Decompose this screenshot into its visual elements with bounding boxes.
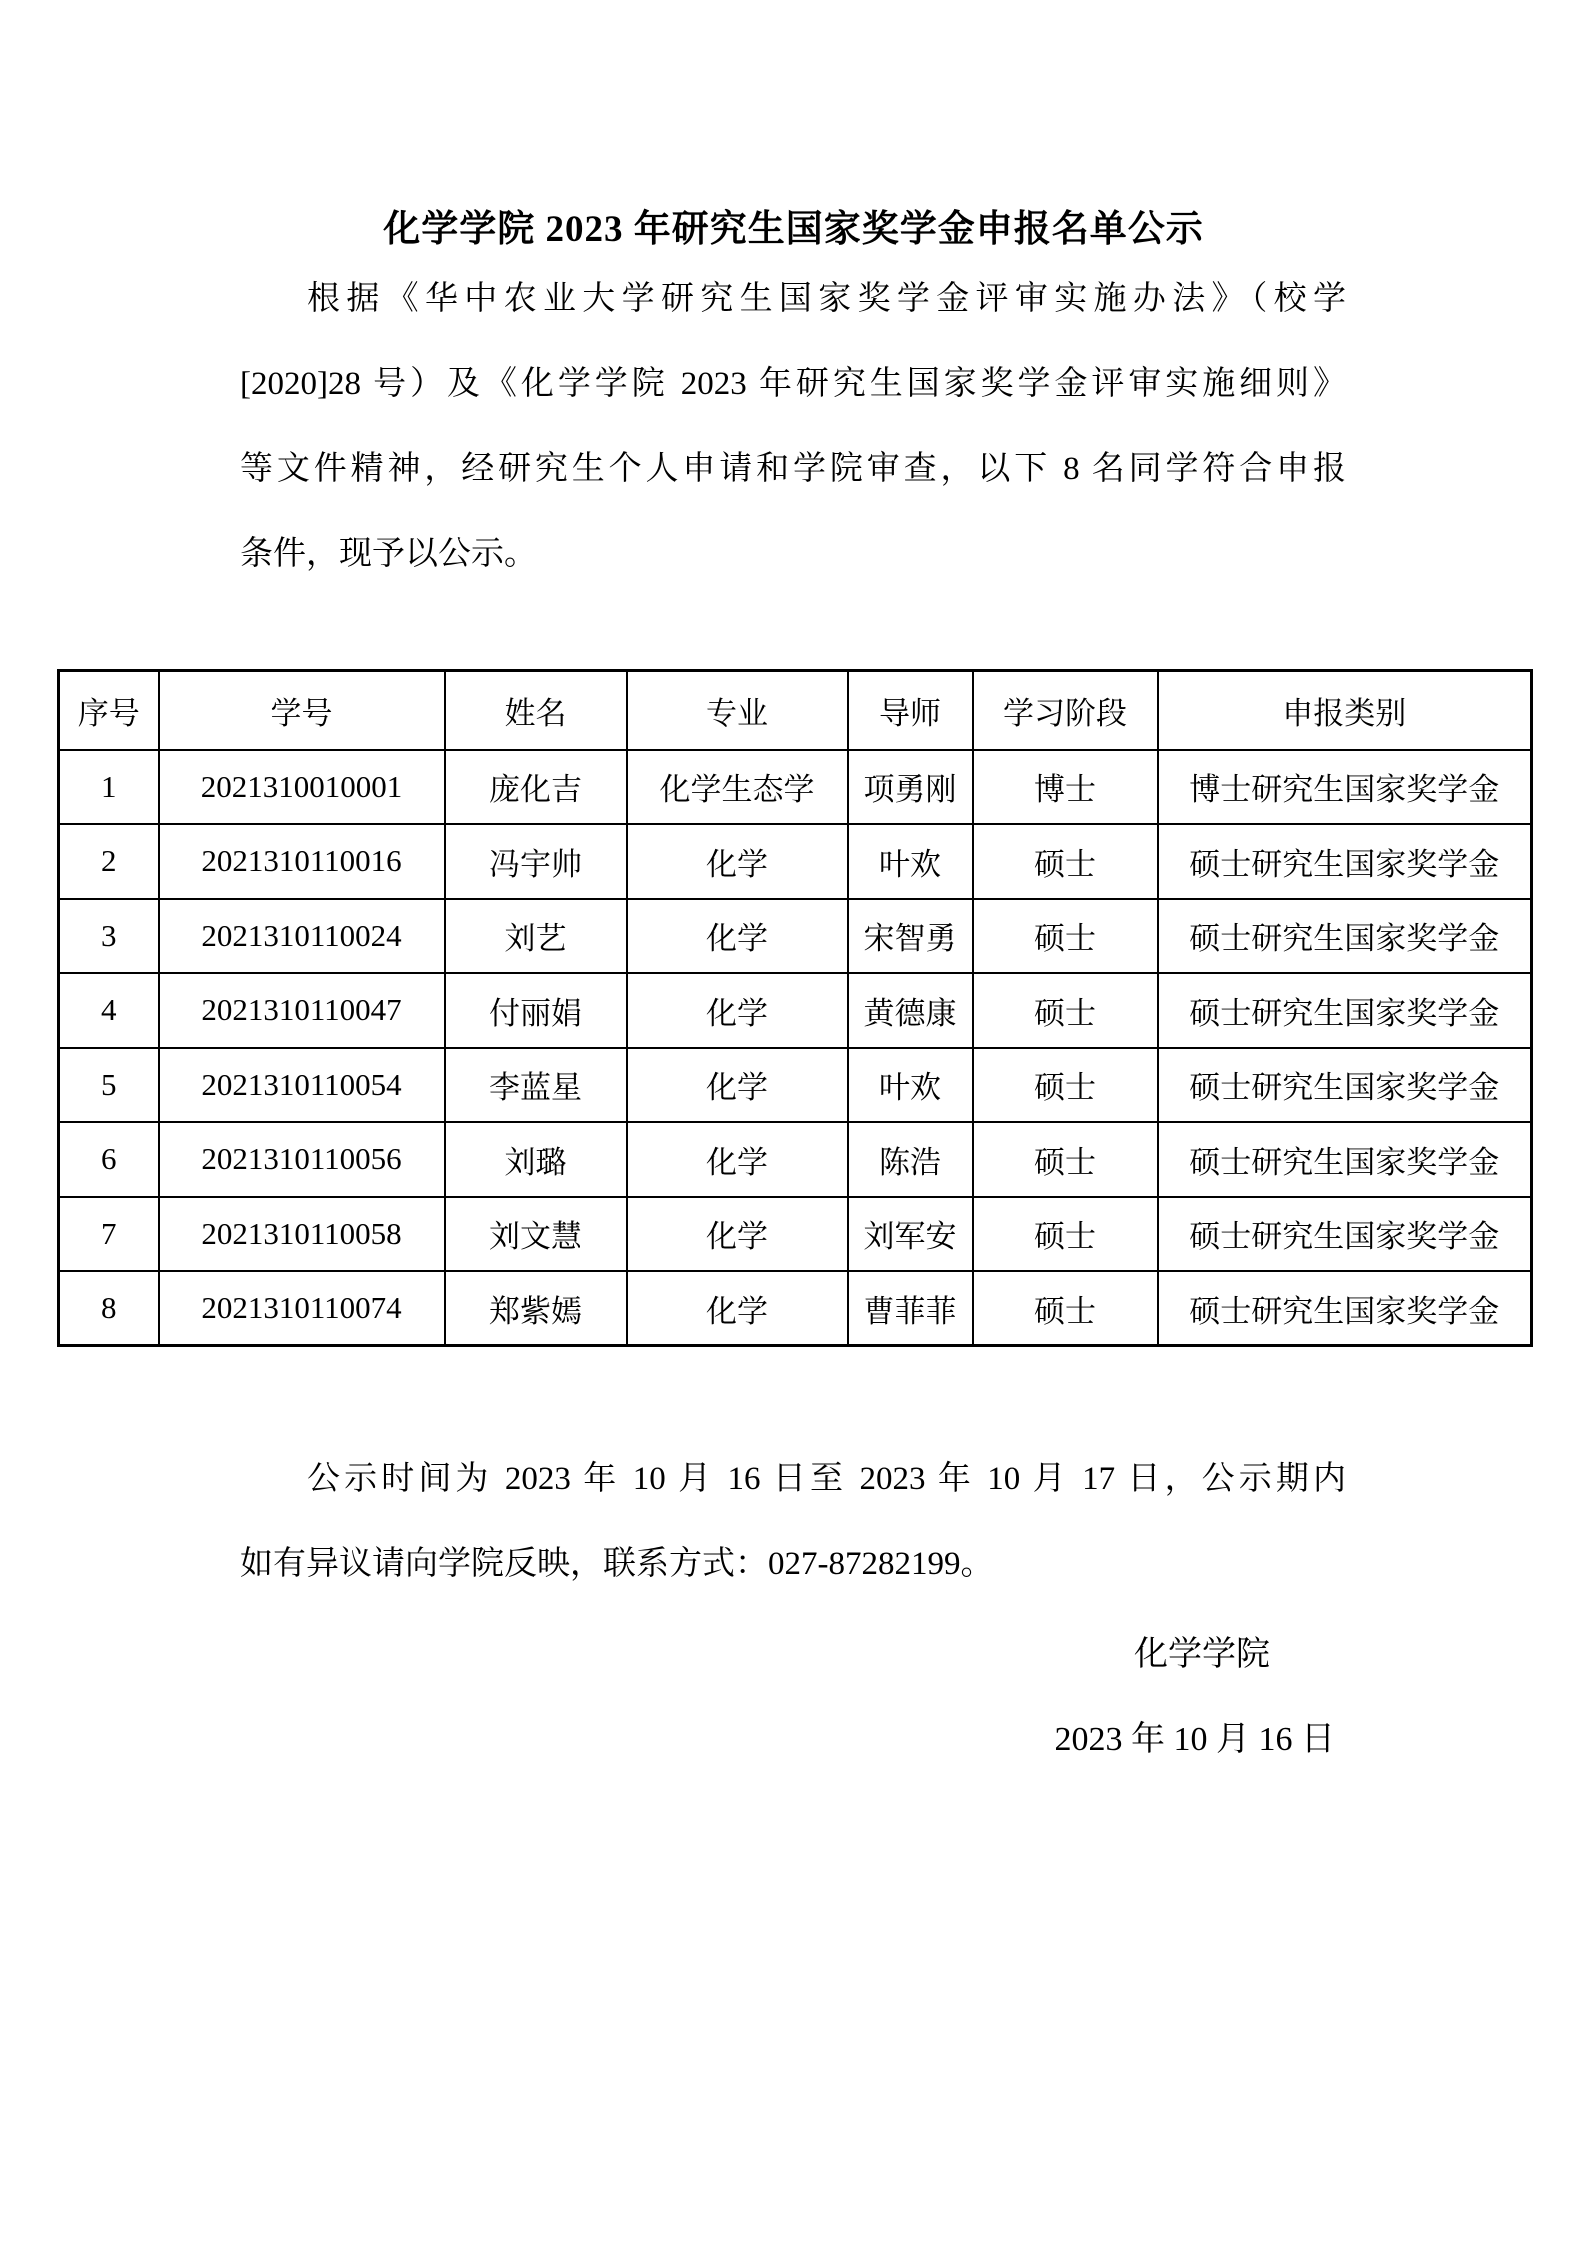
table-cell-name: 郑紫嫣 — [445, 1271, 627, 1346]
table-row — [59, 973, 1532, 1048]
table-cell-category: 硕士研究生国家奖学金 — [1158, 1271, 1532, 1346]
table-cell-stage: 硕士 — [973, 1048, 1158, 1123]
table-cell-advisor: 叶欢 — [848, 1048, 973, 1123]
table-row — [59, 899, 1532, 974]
column-header-name: 姓名 — [445, 671, 627, 750]
table-cell-category: 博士研究生国家奖学金 — [1158, 750, 1532, 825]
table-cell-student-id: 2021310110047 — [159, 973, 445, 1048]
table-cell-name: 付丽娟 — [445, 973, 627, 1048]
table-row — [59, 750, 1532, 825]
table-cell-index: 2 — [59, 824, 159, 899]
intro-line-2: [2020]28 号）及《化学学院 2023 年研究生国家奖学金评审实施细则》 — [240, 366, 1346, 402]
table-cell-student-id: 2021310110054 — [159, 1048, 445, 1123]
table-cell-stage: 硕士 — [973, 973, 1158, 1048]
table-cell-major: 化学 — [627, 899, 848, 974]
table-cell-category: 硕士研究生国家奖学金 — [1158, 1197, 1532, 1272]
column-header-major: 专业 — [627, 671, 848, 750]
table-cell-stage: 博士 — [973, 750, 1158, 825]
table-row — [59, 1122, 1532, 1197]
table-cell-major: 化学 — [627, 1197, 848, 1272]
table-cell-stage: 硕士 — [973, 1122, 1158, 1197]
table-cell-index: 6 — [59, 1122, 159, 1197]
table-header-row — [59, 671, 1532, 750]
table-cell-student-id: 2021310110058 — [159, 1197, 445, 1272]
table-cell-category: 硕士研究生国家奖学金 — [1158, 973, 1532, 1048]
column-header-advisor: 导师 — [848, 671, 973, 750]
notice-line-1: 公示时间为 2023 年 10 月 16 日至 2023 年 10 月 17 日，公示期内 — [307, 1461, 1347, 1497]
table-cell-stage: 硕士 — [973, 899, 1158, 974]
table-cell-student-id: 2021310110016 — [159, 824, 445, 899]
table-cell-advisor: 曹菲菲 — [848, 1271, 973, 1346]
table-cell-student-id: 2021310010001 — [159, 750, 445, 825]
table-cell-stage: 硕士 — [973, 824, 1158, 899]
table-cell-major: 化学 — [627, 973, 848, 1048]
intro-line-1: 根据《华中农业大学研究生国家奖学金评审实施办法》（校学 — [307, 281, 1346, 317]
intro-paragraph — [240, 257, 1346, 597]
table-cell-index: 4 — [59, 973, 159, 1048]
table-cell-major: 化学 — [627, 1271, 848, 1346]
table-cell-advisor: 刘军安 — [848, 1197, 973, 1272]
column-header-student-id: 学号 — [159, 671, 445, 750]
table-cell-name: 李蓝星 — [445, 1048, 627, 1123]
table-cell-name: 刘文慧 — [445, 1197, 627, 1272]
table-cell-student-id: 2021310110056 — [159, 1122, 445, 1197]
table-cell-student-id: 2021310110024 — [159, 899, 445, 974]
column-header-stage: 学习阶段 — [973, 671, 1158, 750]
table-cell-student-id: 2021310110074 — [159, 1271, 445, 1346]
applicants-table — [57, 669, 1533, 1347]
table-row — [59, 1197, 1532, 1272]
signature-org: 化学学院 — [1134, 1636, 1270, 1673]
table-cell-index: 3 — [59, 899, 159, 974]
table-cell-advisor: 项勇刚 — [848, 750, 973, 825]
table-cell-name: 刘璐 — [445, 1122, 627, 1197]
table-cell-index: 5 — [59, 1048, 159, 1123]
intro-line-3: 等文件精神，经研究生个人申请和学院审查，以下 8 名同学符合申报 — [240, 451, 1346, 487]
table-cell-stage: 硕士 — [973, 1197, 1158, 1272]
table-cell-advisor: 叶欢 — [848, 824, 973, 899]
table-cell-major: 化学 — [627, 1048, 848, 1123]
table-cell-advisor: 陈浩 — [848, 1122, 973, 1197]
intro-line-4: 条件，现予以公示。 — [240, 536, 537, 572]
table-cell-index: 7 — [59, 1197, 159, 1272]
table-row — [59, 824, 1532, 899]
table-cell-category: 硕士研究生国家奖学金 — [1158, 899, 1532, 974]
table-cell-category: 硕士研究生国家奖学金 — [1158, 1122, 1532, 1197]
table-cell-advisor: 黄德康 — [848, 973, 973, 1048]
table-cell-major: 化学 — [627, 1122, 848, 1197]
document-title: 化学学院 2023 年研究生国家奖学金申报名单公示 — [383, 209, 1204, 250]
table-cell-name: 刘艺 — [445, 899, 627, 974]
signature-date: 2023 年 10 月 16 日 — [1054, 1721, 1335, 1758]
table-row — [59, 1271, 1532, 1346]
table-cell-index: 8 — [59, 1271, 159, 1346]
table-body — [59, 750, 1532, 1346]
table-cell-index: 1 — [59, 750, 159, 825]
table-cell-advisor: 宋智勇 — [848, 899, 973, 974]
table-cell-major: 化学 — [627, 824, 848, 899]
column-header-category: 申报类别 — [1158, 671, 1532, 750]
notice-line-2: 如有异议请向学院反映，联系方式：027-87282199。 — [240, 1546, 994, 1582]
table-cell-major: 化学生态学 — [627, 750, 848, 825]
table-cell-name: 庞化吉 — [445, 750, 627, 825]
table-cell-stage: 硕士 — [973, 1271, 1158, 1346]
table-cell-category: 硕士研究生国家奖学金 — [1158, 1048, 1532, 1123]
column-header-index: 序号 — [59, 671, 159, 750]
table-row — [59, 1048, 1532, 1123]
table-cell-name: 冯宇帅 — [445, 824, 627, 899]
table-cell-category: 硕士研究生国家奖学金 — [1158, 824, 1532, 899]
